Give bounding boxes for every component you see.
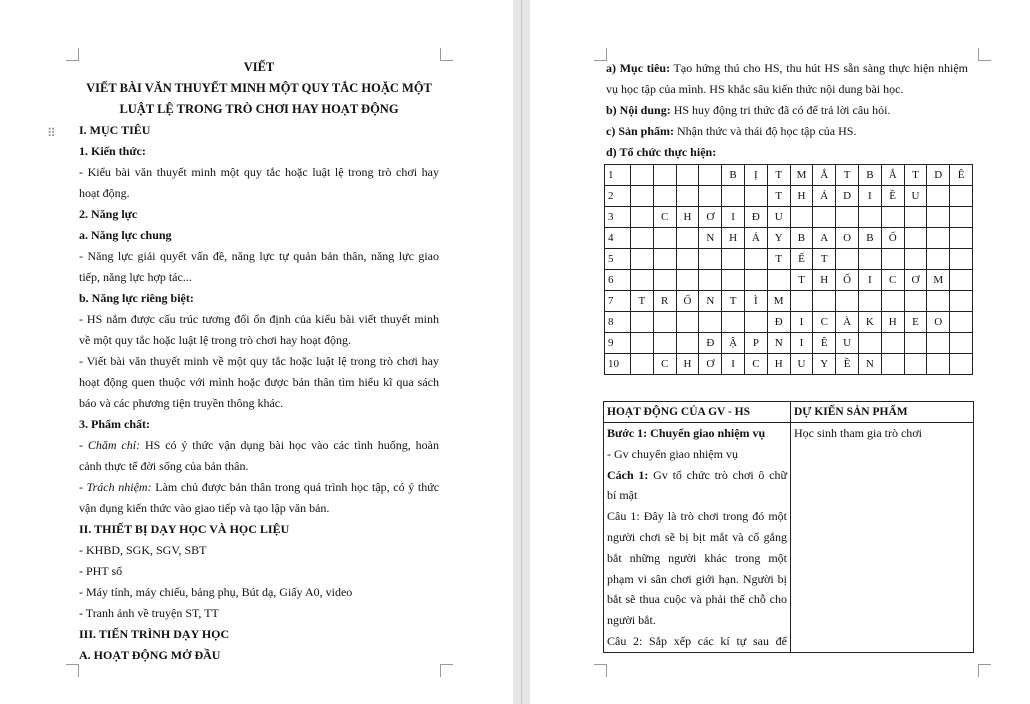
body-line: - Năng lực giải quyết vấn đề, năng lực tự quản bản thân, năng lực giao bbox=[79, 249, 439, 263]
muc-tieu-label: a) Mục tiêu: bbox=[606, 61, 671, 75]
crossword-cell: B bbox=[790, 228, 813, 249]
crossword-row bbox=[605, 333, 973, 354]
crossword-cell bbox=[813, 207, 836, 228]
crossword-table bbox=[604, 164, 973, 375]
crossword-cell: C bbox=[744, 354, 767, 375]
crossword-cell: N bbox=[767, 333, 790, 354]
crossword-cell bbox=[927, 207, 950, 228]
crossword-row bbox=[605, 291, 973, 312]
crossword-cell bbox=[631, 186, 654, 207]
crossword-cell bbox=[631, 270, 654, 291]
body-line bbox=[79, 435, 439, 456]
crossword-cell: Ơ bbox=[699, 354, 722, 375]
crossword-cell: Ề bbox=[881, 186, 904, 207]
crossword-row-number: 1 bbox=[605, 165, 631, 186]
crossword-cell bbox=[927, 249, 950, 270]
crossword-cell: I bbox=[722, 354, 745, 375]
body-line bbox=[606, 121, 968, 142]
crossword-cell bbox=[631, 312, 654, 333]
crossword-cell: I bbox=[790, 333, 813, 354]
crossword-row-number: 5 bbox=[605, 249, 631, 270]
page-divider bbox=[521, 0, 522, 704]
product-cell bbox=[791, 423, 974, 653]
crossword-cell bbox=[950, 354, 973, 375]
crossword-cell: B bbox=[858, 165, 881, 186]
crossword-cell: O bbox=[927, 312, 950, 333]
crossword-cell: D bbox=[836, 186, 859, 207]
to-chuc-label: d) Tổ chức thực hiện: bbox=[606, 145, 717, 159]
cell-line: - Gv chuyển giao nhiệm vụ bbox=[607, 446, 738, 461]
crossword-cell: I bbox=[858, 270, 881, 291]
body-line: - KHBD, SGK, SGV, SBT bbox=[79, 543, 207, 557]
crossword-cell bbox=[676, 228, 699, 249]
subsection-heading: b. Năng lực riêng biệt: bbox=[79, 291, 194, 305]
crossword-cell bbox=[631, 333, 654, 354]
crossword-cell: N bbox=[699, 291, 722, 312]
activity-col-header: HOẠT ĐỘNG CỦA GV - HS bbox=[604, 402, 791, 423]
crossword-cell bbox=[699, 186, 722, 207]
crossword-cell bbox=[881, 207, 904, 228]
doc-heading: VIẾT bbox=[243, 60, 275, 74]
crossword-cell bbox=[881, 333, 904, 354]
crossword-cell bbox=[904, 291, 927, 312]
body-line: - PHT số bbox=[79, 564, 123, 578]
body-line: - Kiểu bài văn thuyết minh một quy tắc hoặc luật lệ trong trò chơi hay bbox=[79, 165, 439, 179]
crossword-cell bbox=[790, 291, 813, 312]
crossword-cell bbox=[790, 207, 813, 228]
muc-tieu-text: Tạo hứng thú cho HS, thu hút HS sẵn sàng thực hiện nhiệm bbox=[670, 61, 968, 75]
crossword-cell: N bbox=[699, 228, 722, 249]
crossword-cell bbox=[631, 165, 654, 186]
crossword-row bbox=[605, 186, 973, 207]
crossword-cell bbox=[653, 186, 676, 207]
crossword-row-number: 9 bbox=[605, 333, 631, 354]
crossword-cell: T bbox=[790, 270, 813, 291]
section-heading: I. MỤC TIÊU bbox=[79, 123, 151, 137]
crossword-cell bbox=[653, 333, 676, 354]
body-line bbox=[606, 100, 968, 121]
crossword-cell bbox=[950, 291, 973, 312]
crossword-cell: Đ bbox=[699, 333, 722, 354]
cham-chi-label: - Chăm chỉ: bbox=[79, 438, 141, 452]
crossword-cell: N bbox=[858, 354, 881, 375]
crossword-cell: C bbox=[813, 312, 836, 333]
crossword-cell bbox=[722, 270, 745, 291]
crossword-cell: R bbox=[653, 291, 676, 312]
crossword-cell: U bbox=[790, 354, 813, 375]
crossword-cell: I bbox=[722, 207, 745, 228]
subsection-heading: a. Năng lực chung bbox=[79, 228, 172, 242]
crossword-cell bbox=[927, 186, 950, 207]
crossword-cell bbox=[836, 249, 859, 270]
crop-mark bbox=[978, 48, 991, 61]
crossword-cell: Ắ bbox=[881, 165, 904, 186]
crossword-cell: T bbox=[722, 291, 745, 312]
crossword-cell: Đ bbox=[767, 312, 790, 333]
body-line: về một quy tắc hoặc luật lệ trong trò chơi hay hoạt động. bbox=[79, 333, 351, 347]
activity-table bbox=[603, 401, 974, 653]
crossword-cell: T bbox=[767, 165, 790, 186]
crossword-row bbox=[605, 207, 973, 228]
crossword-cell: À bbox=[836, 312, 859, 333]
crossword-row bbox=[605, 165, 973, 186]
crossword-cell bbox=[744, 270, 767, 291]
crossword-cell bbox=[699, 312, 722, 333]
crossword-cell bbox=[950, 249, 973, 270]
body-line: - Viết bài văn thuyết minh về một quy tắc hoặc luật lệ trong trò chơi hay bbox=[79, 354, 439, 368]
crossword-row bbox=[605, 354, 973, 375]
cell-line: Câu 2: Sắp xếp các kí tự sau để bbox=[607, 633, 787, 648]
crossword-cell: Ị bbox=[744, 165, 767, 186]
crossword-cell: H bbox=[676, 207, 699, 228]
crossword-cell: Đ bbox=[744, 207, 767, 228]
crossword-cell: Ê bbox=[950, 165, 973, 186]
crossword-cell bbox=[653, 249, 676, 270]
crossword-cell bbox=[631, 228, 654, 249]
body-line bbox=[606, 58, 968, 79]
crossword-cell: M bbox=[790, 165, 813, 186]
crossword-row-number: 4 bbox=[605, 228, 631, 249]
crop-mark bbox=[440, 664, 453, 677]
crossword-row-number: 2 bbox=[605, 186, 631, 207]
crossword-cell bbox=[904, 207, 927, 228]
crossword-cell: Ố bbox=[676, 291, 699, 312]
crossword-cell bbox=[904, 228, 927, 249]
crossword-cell: Ơ bbox=[904, 270, 927, 291]
crossword-cell bbox=[676, 270, 699, 291]
body-line: báo và các phương tiện truyền thông khác. bbox=[79, 396, 284, 410]
crossword-cell bbox=[904, 333, 927, 354]
body-line: hoạt động. bbox=[79, 186, 130, 200]
cell-line: bí mật bbox=[607, 488, 638, 503]
subsection-heading: 3. Phẩm chất: bbox=[79, 417, 150, 431]
crossword-cell bbox=[858, 333, 881, 354]
trach-nhiem-text: Làm chủ được bản thân trong quá trình học tập, có ý thức bbox=[155, 480, 440, 494]
crossword-cell: T bbox=[767, 249, 790, 270]
crossword-cell: H bbox=[881, 312, 904, 333]
crossword-cell bbox=[676, 249, 699, 270]
crossword-cell bbox=[767, 270, 790, 291]
body-line: vận dụng kiến thức vào giao tiếp và tạo lập văn bản. bbox=[79, 501, 330, 515]
crossword-cell: H bbox=[790, 186, 813, 207]
crossword-cell: P bbox=[744, 333, 767, 354]
crossword-cell bbox=[950, 333, 973, 354]
crossword-cell: M bbox=[767, 291, 790, 312]
crossword-cell bbox=[950, 270, 973, 291]
crossword-cell: B bbox=[722, 165, 745, 186]
crossword-cell bbox=[699, 270, 722, 291]
crossword-cell: E bbox=[904, 312, 927, 333]
crossword-cell: Ế bbox=[790, 249, 813, 270]
crossword-row-number: 7 bbox=[605, 291, 631, 312]
crossword-cell bbox=[950, 312, 973, 333]
crossword-cell bbox=[881, 354, 904, 375]
crop-mark bbox=[66, 48, 79, 61]
crossword-cell bbox=[653, 165, 676, 186]
crossword-cell bbox=[950, 186, 973, 207]
crossword-cell bbox=[881, 249, 904, 270]
crossword-row bbox=[605, 312, 973, 333]
product-text: Học sinh tham gia trò chơi bbox=[794, 426, 922, 440]
body-line: - Máy tính, máy chiếu, bảng phụ, Bút dạ, Giấy A0, video bbox=[79, 585, 353, 599]
section-heading: A. HOẠT ĐỘNG MỞ ĐẦU bbox=[79, 648, 221, 662]
body-line: tiếp, năng lực hợp tác... bbox=[79, 270, 192, 284]
crossword-cell: H bbox=[676, 354, 699, 375]
crossword-cell: Ắ bbox=[813, 165, 836, 186]
crossword-cell: K bbox=[858, 312, 881, 333]
crossword-cell: Ề bbox=[836, 354, 859, 375]
crossword-row bbox=[605, 228, 973, 249]
crossword-row bbox=[605, 270, 973, 291]
crossword-cell: C bbox=[653, 354, 676, 375]
crossword-cell bbox=[653, 270, 676, 291]
cell-line bbox=[607, 465, 787, 486]
body-line bbox=[606, 142, 968, 163]
crossword-cell bbox=[631, 354, 654, 375]
body-line: hoạt động quen thuộc với mình hoặc được bản thân tìm hiểu kĩ qua sách bbox=[79, 375, 439, 389]
san-pham-text: Nhận thức và thái độ học tập của HS. bbox=[674, 124, 857, 138]
crossword-cell bbox=[676, 165, 699, 186]
crossword-cell: U bbox=[836, 333, 859, 354]
crop-mark bbox=[594, 664, 607, 677]
crossword-cell bbox=[927, 228, 950, 249]
crossword-row-number: 8 bbox=[605, 312, 631, 333]
crossword-cell: O bbox=[836, 228, 859, 249]
cell-line: người chơi sẽ bị bịt mắt và cố gắng bbox=[607, 529, 787, 544]
crop-mark bbox=[978, 664, 991, 677]
crossword-cell: T bbox=[631, 291, 654, 312]
crossword-row-number: 3 bbox=[605, 207, 631, 228]
crossword-cell bbox=[927, 354, 950, 375]
crossword-cell: U bbox=[767, 207, 790, 228]
body-line bbox=[79, 477, 439, 498]
body-line: vụ học tập của mình. HS khắc sâu kiến thức nội dung bài học. bbox=[606, 82, 904, 96]
section-heading: II. THIẾT BỊ DẠY HỌC VÀ HỌC LIỆU bbox=[79, 522, 290, 536]
crossword-cell: C bbox=[653, 207, 676, 228]
crossword-cell: Ổ bbox=[836, 270, 859, 291]
crossword-cell bbox=[836, 291, 859, 312]
crossword-cell bbox=[699, 249, 722, 270]
cell-line: phạm vi sân chơi giới hạn. Người bị bbox=[607, 571, 787, 586]
subsection-heading: 1. Kiến thức: bbox=[79, 144, 146, 158]
crossword-cell bbox=[676, 333, 699, 354]
crossword-cell: I bbox=[790, 312, 813, 333]
crossword-cell: Ơ bbox=[699, 207, 722, 228]
cell-line: người bắt. bbox=[607, 613, 656, 628]
body-line: cảnh thực tế đời sống của bản thân. bbox=[79, 459, 249, 473]
crossword-cell bbox=[744, 249, 767, 270]
crop-mark bbox=[440, 48, 453, 61]
crossword-cell bbox=[858, 207, 881, 228]
crossword-cell bbox=[813, 291, 836, 312]
crossword-cell: Ậ bbox=[722, 333, 745, 354]
crossword-cell: Y bbox=[813, 354, 836, 375]
crossword-cell: A bbox=[813, 228, 836, 249]
crossword-cell: M bbox=[927, 270, 950, 291]
crossword-cell bbox=[676, 312, 699, 333]
crossword-row bbox=[605, 249, 973, 270]
crossword-cell bbox=[927, 291, 950, 312]
crossword-cell bbox=[950, 228, 973, 249]
crossword-cell bbox=[744, 186, 767, 207]
crossword-cell: Ì bbox=[744, 291, 767, 312]
crossword-cell bbox=[722, 312, 745, 333]
section-heading: III. TIẾN TRÌNH DẠY HỌC bbox=[79, 627, 230, 641]
crossword-cell bbox=[836, 207, 859, 228]
crossword-cell bbox=[631, 207, 654, 228]
crossword-cell: I bbox=[858, 186, 881, 207]
activity-cell bbox=[604, 423, 791, 653]
crossword-cell: Ố bbox=[881, 228, 904, 249]
body-line: - HS nắm được cấu trúc tương đối ổn định của kiểu bài viết thuyết minh bbox=[79, 312, 439, 326]
crossword-cell: C bbox=[881, 270, 904, 291]
cach1-label: Cách 1: bbox=[607, 467, 649, 482]
crossword-cell bbox=[653, 312, 676, 333]
crossword-cell: Y bbox=[767, 228, 790, 249]
trach-nhiem-label: - Trách nhiệm: bbox=[79, 480, 152, 494]
noi-dung-text: HS huy động tri thức đã có để trả lời câu hỏi. bbox=[670, 103, 891, 117]
step-title: Bước 1: Chuyển giao nhiệm vụ bbox=[607, 426, 766, 440]
crossword-cell: T bbox=[904, 165, 927, 186]
cach1-text: Gv tổ chức trò chơi ô chữ bbox=[648, 467, 787, 482]
cell-line: bắt sẽ thua cuộc và phải thế chỗ cho bbox=[607, 592, 787, 607]
right-page-intro bbox=[606, 58, 968, 163]
crossword-cell: T bbox=[813, 249, 836, 270]
crossword-cell: H bbox=[813, 270, 836, 291]
subsection-heading: 2. Năng lực bbox=[79, 207, 138, 221]
crossword-cell bbox=[858, 249, 881, 270]
paragraph-move-handle-icon[interactable]: ⠿ bbox=[47, 126, 55, 140]
crossword-cell: B bbox=[858, 228, 881, 249]
crossword-cell: D bbox=[927, 165, 950, 186]
crossword-cell bbox=[722, 249, 745, 270]
noi-dung-label: b) Nội dung: bbox=[606, 103, 671, 117]
crossword-cell: H bbox=[767, 354, 790, 375]
crossword-cell: T bbox=[836, 165, 859, 186]
crossword-cell: Ả bbox=[813, 186, 836, 207]
crop-mark bbox=[66, 664, 79, 677]
crossword-cell: Ả bbox=[744, 228, 767, 249]
left-page-content bbox=[79, 57, 439, 666]
crossword-cell: H bbox=[722, 228, 745, 249]
crossword-cell bbox=[744, 312, 767, 333]
crossword-cell: Ê bbox=[813, 333, 836, 354]
crossword-cell bbox=[676, 186, 699, 207]
body-line: - Tranh ảnh về truyện ST, TT bbox=[79, 606, 219, 620]
crossword-cell bbox=[858, 291, 881, 312]
doc-title-line: VIẾT BÀI VĂN THUYẾT MINH MỘT QUY TẮC HOẶC MỘT bbox=[86, 81, 432, 95]
crossword-cell bbox=[881, 291, 904, 312]
crossword-cell bbox=[904, 249, 927, 270]
crossword-cell: T bbox=[767, 186, 790, 207]
crossword-cell bbox=[653, 228, 676, 249]
product-col-header: DỰ KIẾN SẢN PHẨM bbox=[791, 402, 974, 423]
crossword-cell bbox=[927, 333, 950, 354]
crossword-cell bbox=[950, 207, 973, 228]
crossword-cell bbox=[904, 354, 927, 375]
crossword-cell bbox=[631, 249, 654, 270]
crossword-cell bbox=[699, 165, 722, 186]
cham-chi-text: HS có ý thức vận dụng bài học vào các tình huống, hoàn bbox=[144, 438, 440, 452]
doc-title-line: LUẬT LỆ TRONG TRÒ CHƠI HAY HOẠT ĐỘNG bbox=[119, 102, 399, 116]
crossword-row-number: 10 bbox=[605, 354, 631, 375]
crossword-cell bbox=[722, 186, 745, 207]
crossword-cell: U bbox=[904, 186, 927, 207]
cell-line: bắt những người khác trong một bbox=[607, 550, 787, 565]
san-pham-label: c) Sản phẩm: bbox=[606, 124, 675, 138]
cell-line: Câu 1: Đây là trò chơi trong đó một bbox=[607, 509, 787, 524]
crossword-row-number: 6 bbox=[605, 270, 631, 291]
